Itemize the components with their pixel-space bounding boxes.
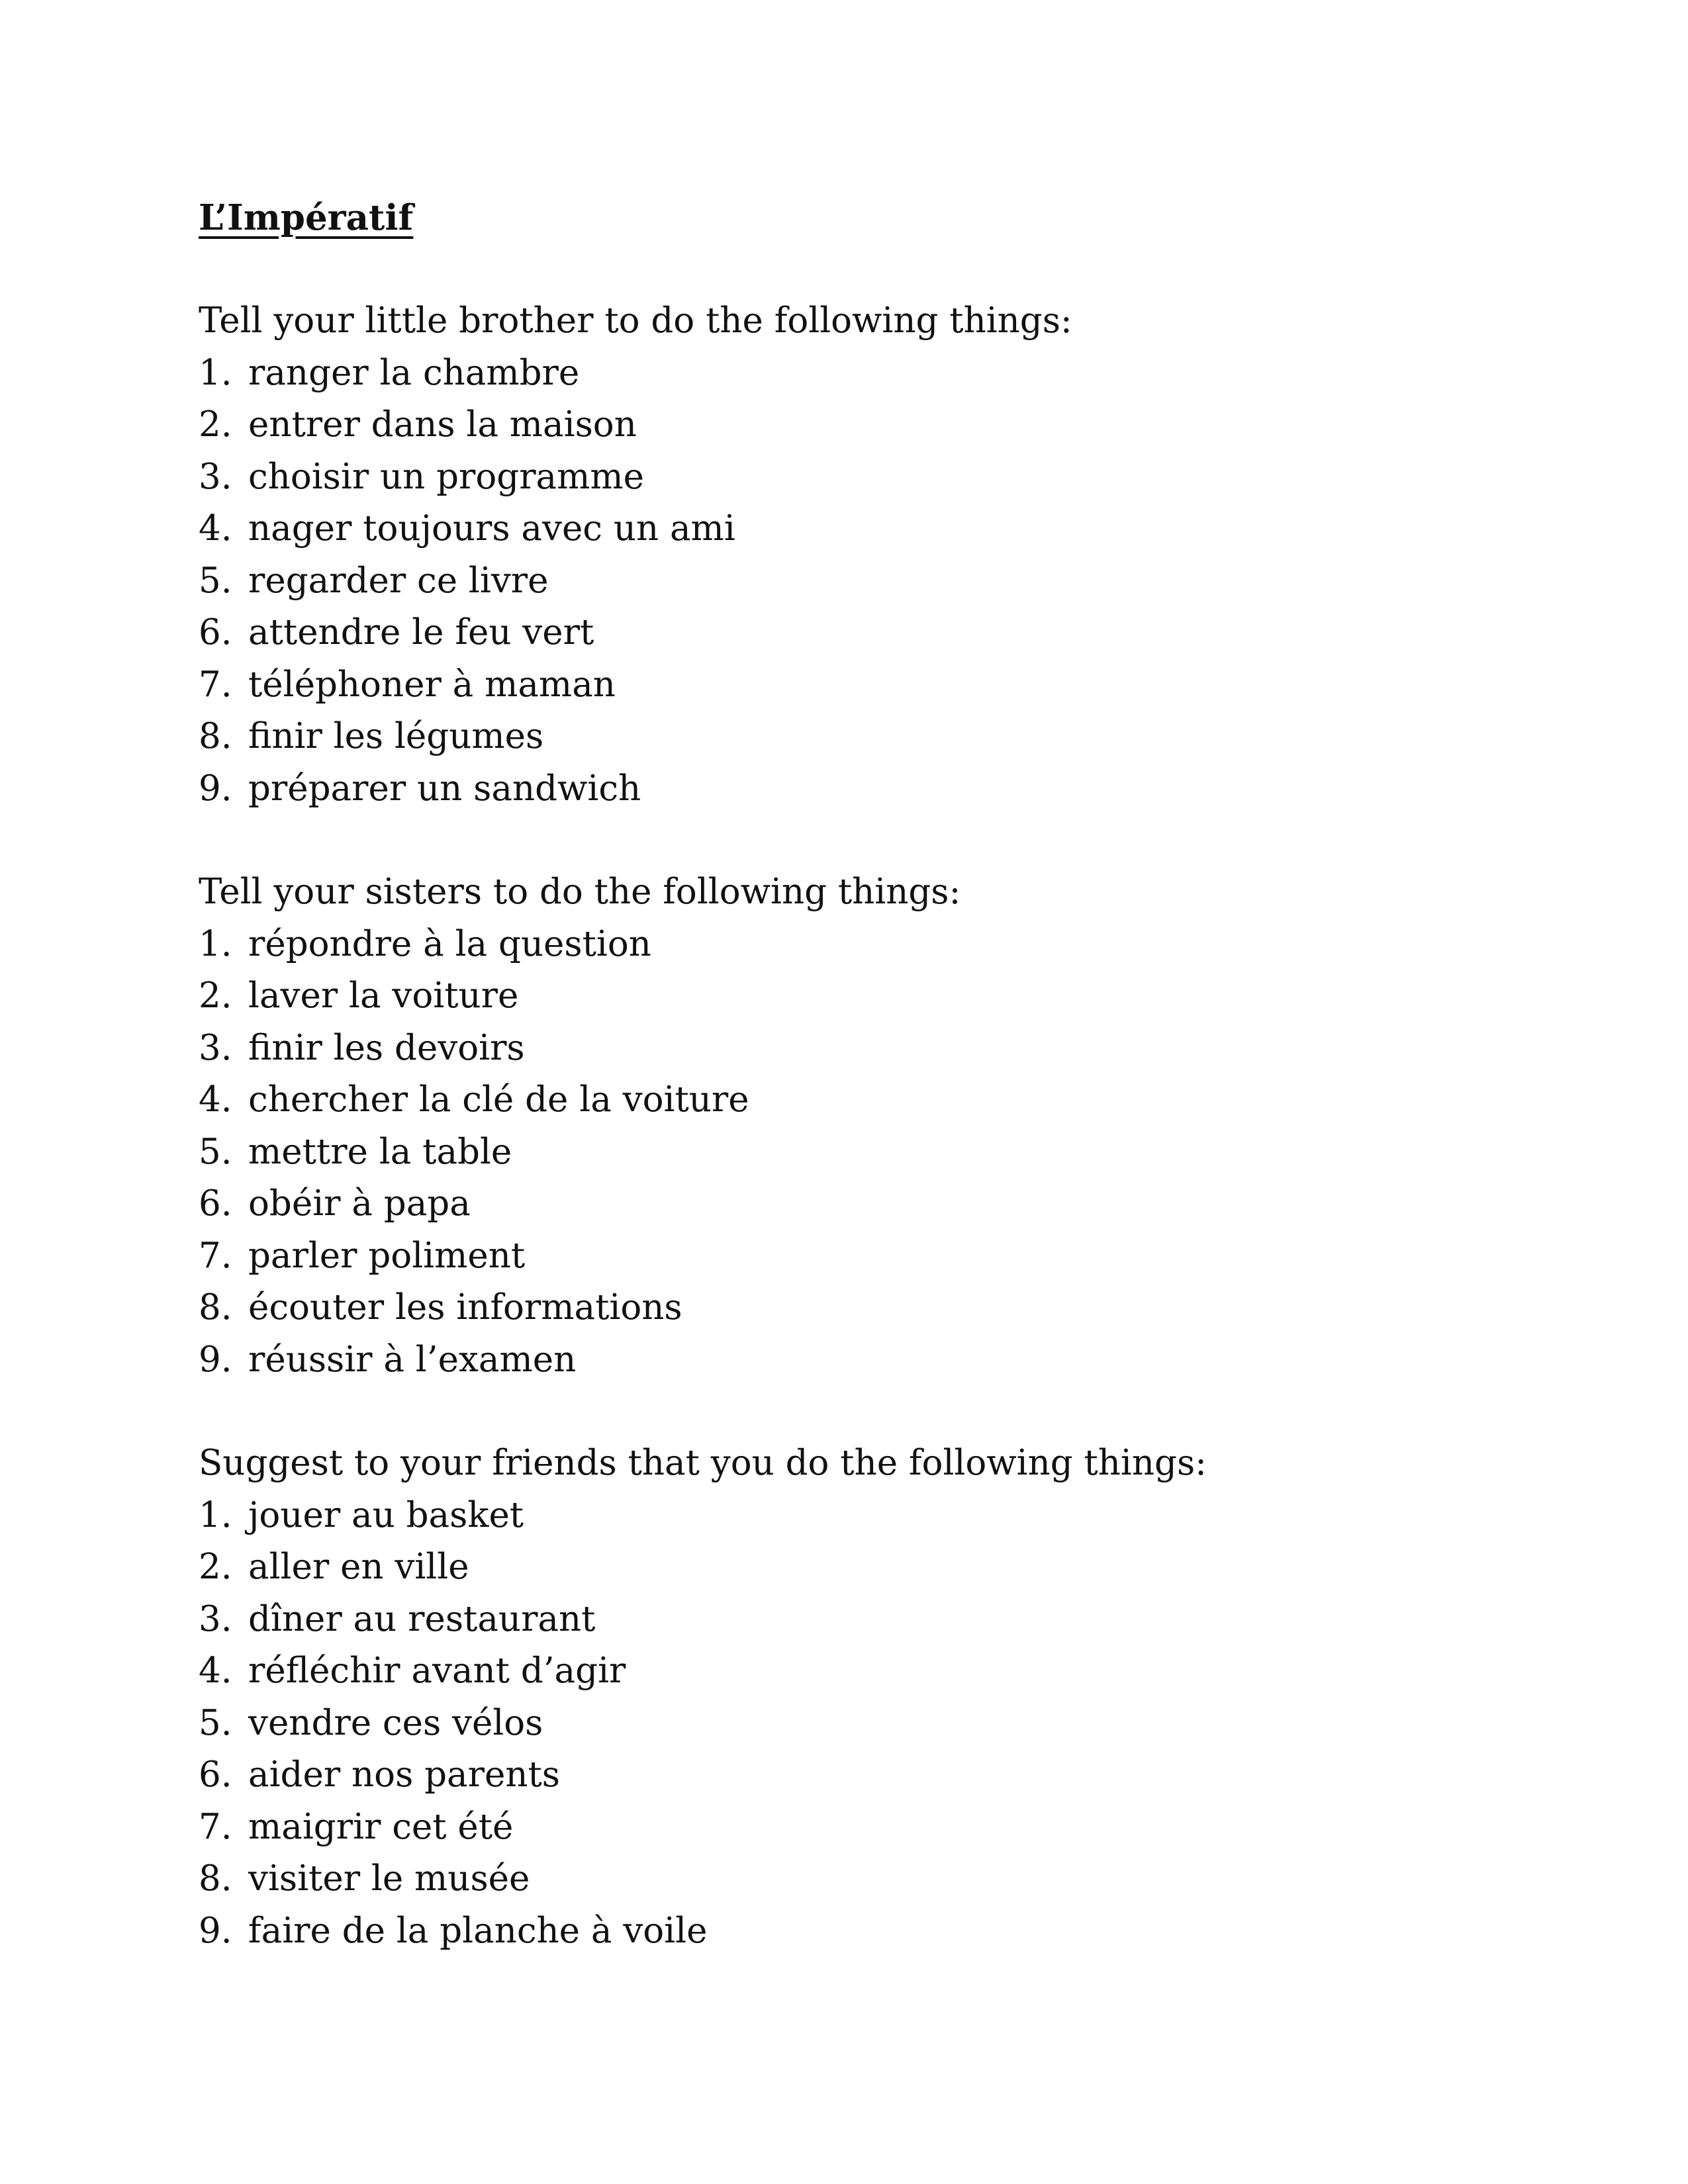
item-text: répondre à la question xyxy=(248,923,651,964)
item-number: 2. xyxy=(199,1547,232,1587)
item-text: maigrir cet été xyxy=(248,1806,514,1847)
item-number: 7. xyxy=(199,1235,232,1276)
list-item xyxy=(199,1126,1523,1179)
item-text: nager toujours avec un ami xyxy=(248,508,735,549)
item-number: 1. xyxy=(199,923,232,964)
section-instruction: Suggest to your friends that you do the following things: xyxy=(199,1443,1207,1483)
item-text: dîner au restaurant xyxy=(248,1598,596,1639)
section-friends xyxy=(199,1437,1523,1957)
item-text: réussir à l’examen xyxy=(248,1339,577,1380)
list-item xyxy=(199,711,1523,763)
list-item xyxy=(199,1905,1523,1958)
item-number: 6. xyxy=(199,1754,232,1795)
list-item xyxy=(199,503,1523,555)
item-number: 6. xyxy=(199,612,232,653)
document-page xyxy=(199,192,1523,1957)
item-text: parler poliment xyxy=(248,1235,526,1276)
item-number: 5. xyxy=(199,1131,232,1172)
item-number: 9. xyxy=(199,1910,232,1951)
item-text: obéir à papa xyxy=(248,1183,471,1224)
item-text: écouter les informations xyxy=(248,1287,682,1328)
item-number: 9. xyxy=(199,1339,232,1380)
item-text: visiter le musée xyxy=(248,1858,530,1899)
list-item xyxy=(199,555,1523,608)
item-text: regarder ce livre xyxy=(248,560,549,601)
item-text: réfléchir avant d’agir xyxy=(248,1651,626,1691)
exercise-list xyxy=(199,919,1523,1387)
list-item xyxy=(199,659,1523,711)
item-number: 4. xyxy=(199,508,232,549)
list-item xyxy=(199,347,1523,400)
list-item xyxy=(199,607,1523,659)
item-text: entrer dans la maison xyxy=(248,404,637,445)
list-item xyxy=(199,1698,1523,1750)
list-item xyxy=(199,1801,1523,1854)
item-text: finir les devoirs xyxy=(248,1027,525,1068)
item-number: 8. xyxy=(199,1287,232,1328)
list-item xyxy=(199,1749,1523,1801)
section-instruction: Tell your little brother to do the following things: xyxy=(199,300,1072,341)
item-text: chercher la clé de la voiture xyxy=(248,1079,749,1120)
item-text: finir les légumes xyxy=(248,716,544,756)
item-text: téléphoner à maman xyxy=(248,664,616,705)
list-item xyxy=(199,1230,1523,1283)
exercise-list xyxy=(199,1490,1523,1958)
list-item xyxy=(199,399,1523,451)
item-number: 5. xyxy=(199,560,232,601)
list-item xyxy=(199,970,1523,1023)
item-number: 6. xyxy=(199,1183,232,1224)
list-item xyxy=(199,1023,1523,1075)
item-number: 2. xyxy=(199,976,232,1016)
item-number: 4. xyxy=(199,1079,232,1120)
list-item xyxy=(199,1645,1523,1698)
item-number: 7. xyxy=(199,1806,232,1847)
item-text: vendre ces vélos xyxy=(248,1702,543,1743)
item-number: 5. xyxy=(199,1702,232,1743)
list-item xyxy=(199,451,1523,504)
item-number: 7. xyxy=(199,664,232,705)
item-number: 8. xyxy=(199,1858,232,1899)
item-text: aider nos parents xyxy=(248,1754,560,1795)
list-item xyxy=(199,1594,1523,1646)
item-text: préparer un sandwich xyxy=(248,768,641,809)
item-text: mettre la table xyxy=(248,1131,512,1172)
section-instruction: Tell your sisters to do the following things: xyxy=(199,872,961,912)
list-item xyxy=(199,1853,1523,1905)
list-item xyxy=(199,1178,1523,1230)
list-item xyxy=(199,1541,1523,1594)
section-little-brother xyxy=(199,295,1523,815)
item-number: 3. xyxy=(199,456,232,497)
item-text: ranger la chambre xyxy=(248,352,580,393)
list-item xyxy=(199,763,1523,815)
section-sisters xyxy=(199,866,1523,1386)
item-number: 4. xyxy=(199,1651,232,1691)
item-text: choisir un programme xyxy=(248,456,645,497)
item-text: faire de la planche à voile xyxy=(248,1910,708,1951)
item-number: 1. xyxy=(199,1494,232,1535)
list-item xyxy=(199,1490,1523,1542)
list-item xyxy=(199,1282,1523,1334)
exercise-list xyxy=(199,347,1523,815)
list-item xyxy=(199,1074,1523,1126)
item-text: jouer au basket xyxy=(248,1494,524,1535)
item-number: 1. xyxy=(199,352,232,393)
item-number: 3. xyxy=(199,1027,232,1068)
item-number: 8. xyxy=(199,716,232,756)
list-item xyxy=(199,919,1523,971)
item-number: 3. xyxy=(199,1598,232,1639)
item-text: attendre le feu vert xyxy=(248,612,594,653)
item-text: aller en ville xyxy=(248,1547,469,1587)
item-text: laver la voiture xyxy=(248,976,519,1016)
item-number: 2. xyxy=(199,404,232,445)
item-number: 9. xyxy=(199,768,232,809)
document-title: L’Impératif xyxy=(199,197,414,238)
list-item xyxy=(199,1334,1523,1387)
